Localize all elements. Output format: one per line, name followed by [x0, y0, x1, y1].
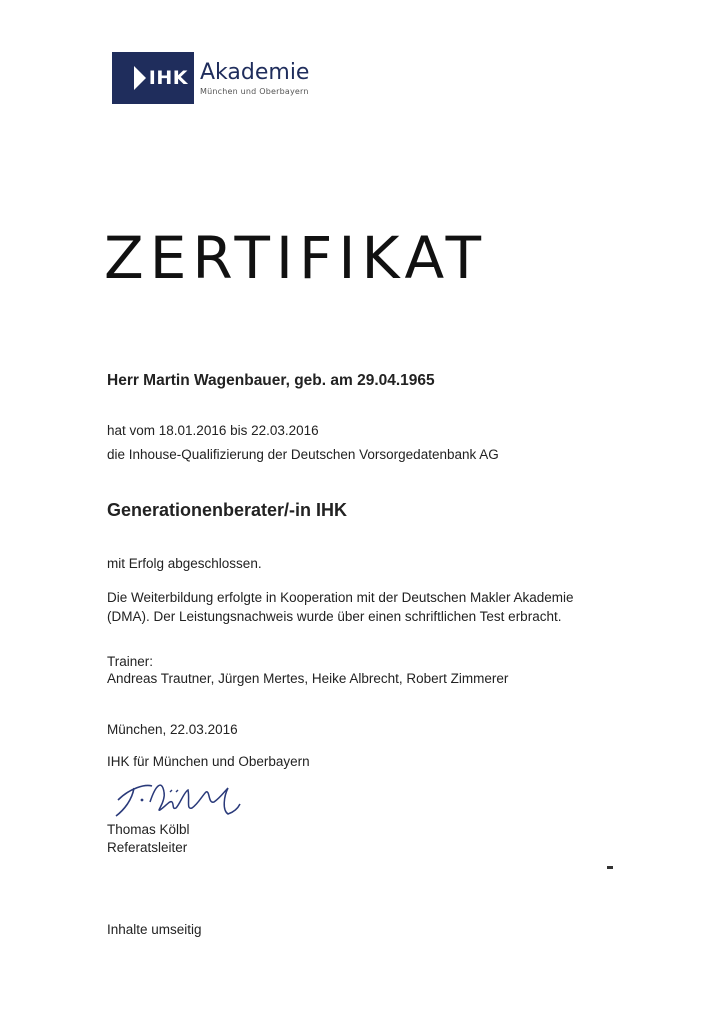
- logo-text: [200, 52, 309, 104]
- logo-name: Akademie: [200, 59, 310, 85]
- recipient-name: Herr Martin Wagenbauer,: [107, 372, 290, 389]
- cooperation-paragraph: Die Weiterbildung erfolgte in Kooperation mit der Deutschen Makler Akademie (DMA). Der Leistungsnachweis wurde über einen schriftlichen Test erbracht.: [107, 590, 574, 624]
- period-text: hat vom 18.01.2016 bis 22.03.2016: [107, 423, 319, 438]
- footer-note: Inhalte umseitig: [107, 922, 202, 937]
- certificate-title: ZERTIFIKAT: [104, 224, 488, 292]
- signatory-title: Referatsleiter: [107, 840, 188, 855]
- handwritten-signature: [110, 770, 250, 830]
- logo-ihk-text: IHK: [148, 67, 188, 89]
- qualification-heading: Generationenberater/-in IHK: [107, 500, 348, 520]
- birth-date: geb. am 29.04.1965: [294, 372, 435, 389]
- program-text: die Inhouse-Qualifizierung der Deutschen Vorsorgedatenbank AG: [107, 447, 499, 462]
- logo-mark: [112, 52, 194, 104]
- ihk-akademie-logo: [112, 52, 309, 104]
- recipient-line: [107, 372, 435, 390]
- issuer-text: IHK für München und Oberbayern: [107, 754, 310, 769]
- signatory-name: Thomas Kölbl: [107, 822, 190, 837]
- trainer-names: Andreas Trautner, Jürgen Mertes, Heike Albrecht, Robert Zimmerer: [107, 671, 509, 686]
- scan-mark: [607, 866, 613, 869]
- result-text: mit Erfolg abgeschlossen.: [107, 556, 262, 571]
- place-date: München, 22.03.2016: [107, 722, 238, 737]
- play-triangle-icon: [134, 66, 146, 90]
- trainer-label: Trainer:: [107, 654, 154, 669]
- logo-region: München und Oberbayern: [200, 86, 309, 96]
